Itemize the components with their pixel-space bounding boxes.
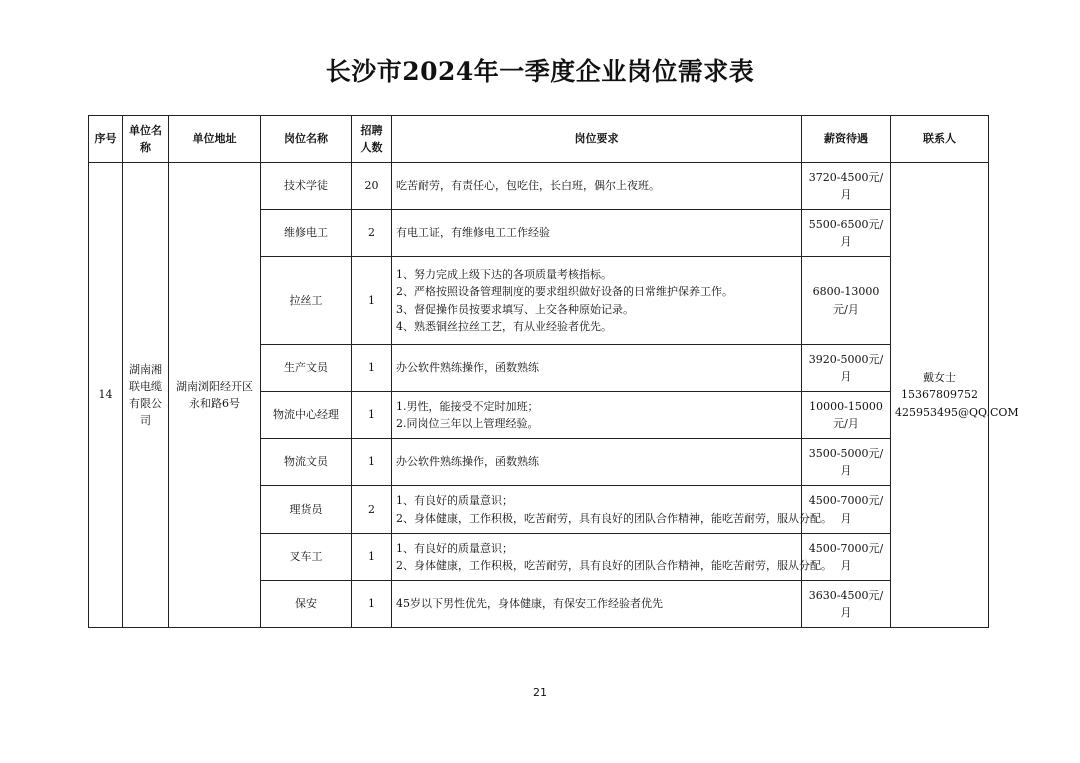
position-count: 1 — [352, 581, 392, 628]
position-count: 1 — [352, 534, 392, 581]
position-count: 1 — [352, 439, 392, 486]
requirement-line: 有电工证，有维修电工工作经验 — [396, 226, 550, 240]
company-address: 湖南浏阳经开区永和路6号 — [169, 163, 261, 628]
position-salary: 4500-7000元/月 — [802, 534, 891, 581]
position-requirements — [392, 534, 832, 581]
header-company: 单位名称 — [123, 116, 169, 163]
contact-name: 戴女士 — [923, 371, 956, 385]
position-salary: 3630-4500元/月 — [802, 581, 891, 628]
position-name: 物流中心经理 — [261, 392, 352, 439]
position-count: 1 — [352, 257, 392, 345]
position-salary: 4500-7000元/月 — [802, 486, 891, 534]
contact-email: 425953495@QQ.COM — [895, 405, 1019, 419]
job-demand-table — [88, 115, 1019, 628]
header-address: 单位地址 — [169, 116, 261, 163]
contact-phone: 15367809752 — [901, 388, 978, 402]
requirement-line: 2、身体健康，工作积极，吃苦耐劳，具有良好的团队合作精神，能吃苦耐劳，服从分配。 — [396, 511, 832, 525]
position-salary: 3500-5000元/月 — [802, 439, 891, 486]
requirement-line: 45岁以下男性优先，身体健康，有保安工作经验者优先 — [396, 597, 663, 611]
requirement-line: 办公软件熟练操作，函数熟练 — [396, 361, 539, 375]
position-salary: 6800-13000元/月 — [802, 257, 891, 345]
document-title: 长沙市2024年一季度企业岗位需求表 — [325, 57, 755, 86]
position-salary: 5500-6500元/月 — [802, 210, 891, 257]
company-name: 湖南湘联电缆有限公司 — [123, 163, 169, 628]
requirement-line: 3、督促操作员按要求填写、上交各种原始记录。 — [396, 302, 634, 316]
company-contact — [891, 163, 1019, 628]
position-salary: 3920-5000元/月 — [802, 345, 891, 392]
position-count: 2 — [352, 210, 392, 257]
header-requirements: 岗位要求 — [392, 116, 802, 163]
page-number: 21 — [533, 686, 547, 699]
requirement-line: 1.男性，能接受不定时加班； — [396, 399, 539, 413]
position-requirements — [392, 439, 802, 486]
position-name: 技术学徒 — [261, 163, 352, 210]
header-count: 招聘人数 — [352, 116, 392, 163]
header-contact: 联系人 — [891, 116, 989, 163]
position-count: 1 — [352, 345, 392, 392]
table-header-row — [89, 116, 989, 163]
position-requirements — [392, 345, 802, 392]
position-name: 维修电工 — [261, 210, 352, 257]
position-name: 拉丝工 — [261, 257, 352, 345]
position-count: 1 — [352, 392, 392, 439]
header-position: 岗位名称 — [261, 116, 352, 163]
header-seq: 序号 — [89, 116, 123, 163]
position-requirements — [392, 257, 802, 345]
requirement-line: 4、熟悉铜丝拉丝工艺，有从业经验者优先。 — [396, 319, 612, 333]
position-count: 2 — [352, 486, 392, 534]
position-requirements — [392, 392, 802, 439]
position-salary: 3720-4500元/月 — [802, 163, 891, 210]
requirement-line: 1、有良好的质量意识； — [396, 541, 513, 555]
requirement-line: 吃苦耐劳，有责任心，包吃住，长白班，偶尔上夜班。 — [396, 179, 660, 193]
position-name: 生产文员 — [261, 345, 352, 392]
position-requirements — [392, 210, 802, 257]
position-requirements — [392, 486, 832, 534]
position-salary: 10000-15000元/月 — [802, 392, 891, 439]
company-seq: 14 — [89, 163, 123, 628]
position-name: 物流文员 — [261, 439, 352, 486]
requirement-line: 1、努力完成上级下达的各项质量考核指标。 — [396, 268, 612, 282]
requirement-line: 1、有良好的质量意识； — [396, 494, 513, 508]
position-name: 理货员 — [261, 486, 352, 534]
position-count: 20 — [352, 163, 392, 210]
position-name: 叉车工 — [261, 534, 352, 581]
table-row — [89, 163, 989, 210]
requirement-line: 2、身体健康，工作积极，吃苦耐劳，具有良好的团队合作精神，能吃苦耐劳，服从分配。 — [396, 559, 832, 572]
requirement-line: 2、严格按照设备管理制度的要求组织做好设备的日常维护保养工作。 — [396, 285, 733, 299]
position-requirements — [392, 581, 802, 628]
requirement-line: 办公软件熟练操作，函数熟练 — [396, 455, 539, 469]
header-salary: 薪资待遇 — [802, 116, 891, 163]
position-name: 保安 — [261, 581, 352, 628]
table-body — [89, 163, 1019, 628]
requirement-line: 2.同岗位三年以上管理经验。 — [396, 417, 539, 430]
position-requirements — [392, 163, 802, 210]
